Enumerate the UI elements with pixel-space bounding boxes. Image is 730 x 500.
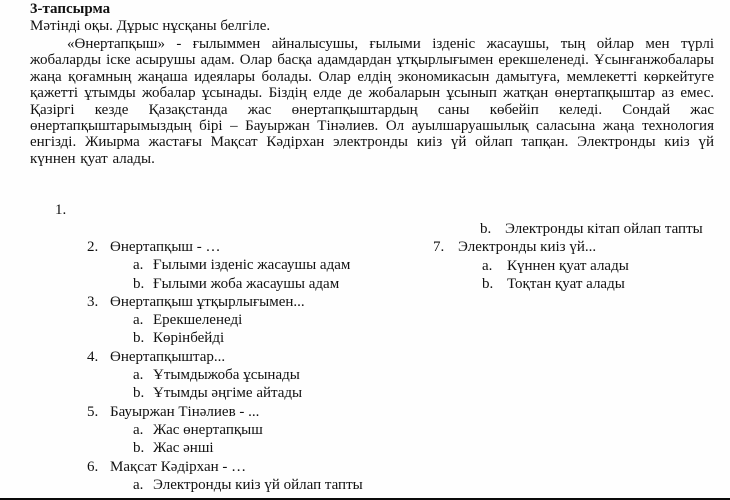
question-4 [0, 348, 450, 366]
option-text: Көрінбейді [153, 330, 225, 347]
question-3 [0, 293, 450, 311]
option-text: Электронды кітап ойлап тапты [505, 221, 703, 237]
question-text: Өнертапқыш - … [110, 239, 221, 255]
option-letter: b. [133, 385, 145, 402]
option-text: Ғылыми жоба жасаушы адам [153, 275, 340, 292]
option-text: Тоқтан қуат алады [507, 276, 625, 293]
question-6-option-a [0, 476, 450, 494]
option-letter: b. [133, 440, 145, 457]
option-text: Жас әнші [153, 440, 214, 457]
option-letter: a. [133, 476, 144, 493]
question-1-number: 1. [55, 202, 67, 218]
question-number: 7. [433, 239, 445, 256]
question-text: Өнертапқыш ұтқырлығымен... [110, 293, 305, 310]
question-5-option-a [0, 421, 450, 439]
question-6 [0, 458, 450, 476]
question-number: 6. [87, 458, 99, 475]
question-number: 5. [87, 403, 99, 420]
question-number: 4. [87, 348, 99, 365]
quiz-left-column [0, 238, 450, 494]
question-5 [0, 403, 450, 421]
question-5-option-b [0, 439, 450, 457]
question-2-option-a [0, 256, 450, 274]
reading-passage: «Өнертапқыш» - ғылыммен айналысушы, ғылыми ізденіс жасаушы, тың ойлар мен түрлі жобаларды іске асырушы адам. Олар басқа адамдардан ұтқырлығымен ерекшеленеді. Ұсынғанжобалары жаңа қоғамның жаңаша идеялары болады. Олар елдің экономикасын дамытуға, мемлекетті көркейтуге қажетті ұтымды жобалар ұсынады. Біздің елде де жобаларын ұсынып жатқан өнертапқыштар аз емес. Қазіргі кезде Қазақстанда жас өнертапқыштардың саны көбейіп келеді. Сондай жас өнертапқыштарымыздың бірі – Бауыржан Тінәлиев. Ол ауылшаруашылық саласына жаңа технология енгізді. Жиырма жастағы Мақсат Кәдірхан электронды киіз үй ойлап тапқан. Электронды киіз үй күннен қуат алады. [30, 36, 714, 167]
option-text: Ұтымды әңгіме айтады [153, 385, 303, 402]
question-3-option-a [0, 311, 450, 329]
question-2 [0, 238, 450, 256]
question-number: 3. [87, 293, 99, 310]
option-letter: b. [133, 275, 145, 292]
quiz-right-column [433, 220, 730, 294]
option-letter: a. [482, 257, 493, 274]
option-letter: b. [133, 330, 145, 347]
option-letter: a. [133, 312, 144, 329]
option-text: Электронды киіз үй ойлап тапты [153, 476, 363, 493]
option-text: Ерекшеленеді [153, 312, 243, 329]
question-7-option-b [433, 275, 730, 293]
question-number: 2. [87, 239, 99, 255]
question-text: Мақсат Кәдірхан - … [110, 458, 247, 475]
question-7 [433, 238, 730, 256]
question-text: Электронды киіз үй... [458, 239, 597, 256]
question-2-option-b [0, 275, 450, 293]
option-text: Жас өнертапқыш [153, 421, 263, 438]
option-letter: a. [133, 421, 144, 438]
question-6-option-b [433, 220, 730, 238]
task-title: 3-тапсырма [30, 1, 111, 17]
option-text: Ұтымдыжоба ұсынады [153, 367, 300, 384]
question-4-option-b [0, 384, 450, 402]
option-letter: b. [480, 221, 492, 237]
task-instruction: Мәтінді оқы. Дұрыс нұсқаны белгіле. [30, 18, 271, 34]
option-letter: b. [482, 276, 494, 293]
option-text: Күннен қуат алады [507, 257, 629, 274]
question-3-option-b [0, 329, 450, 347]
question-text: Өнертапқыштар... [110, 348, 226, 365]
question-text: Бауыржан Тінәлиев - ... [110, 403, 260, 420]
option-text: Ғылыми ізденіс жасаушы адам [153, 257, 351, 274]
option-letter: a. [133, 257, 144, 274]
question-7-option-a [433, 257, 730, 275]
question-4-option-a [0, 366, 450, 384]
option-letter: a. [133, 367, 144, 384]
